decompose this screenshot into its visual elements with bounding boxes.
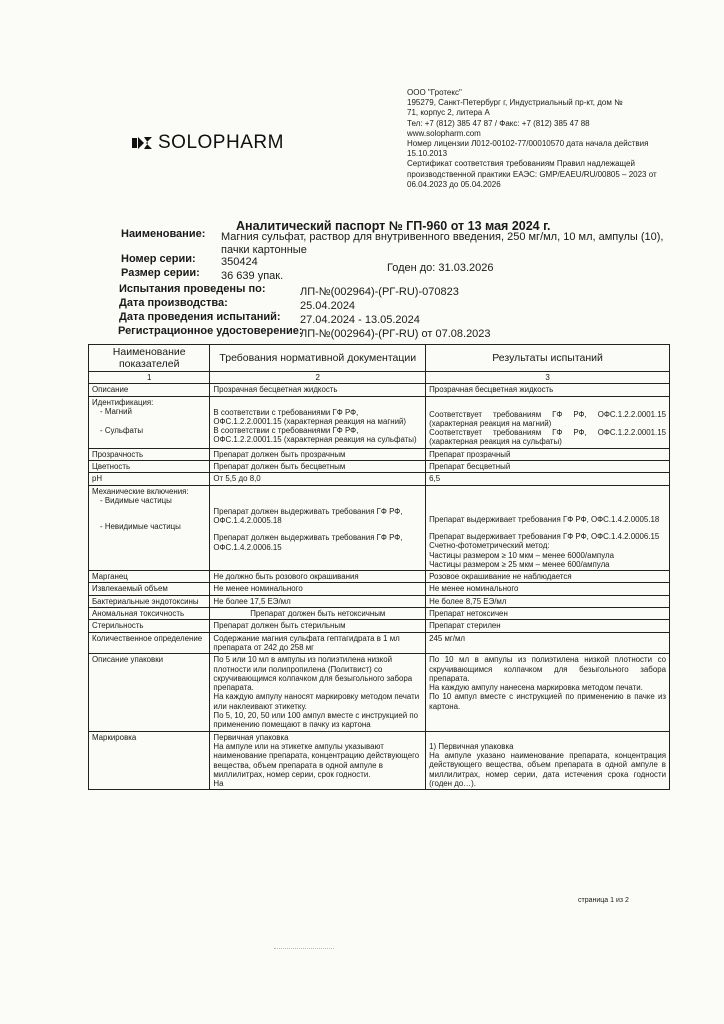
table-row [89,384,670,396]
production-date-value: 25.04.2024 [300,300,356,312]
row-result [426,485,670,570]
row-requirement: Препарат должен быть бесцветным [210,461,426,473]
row-requirement [210,396,426,448]
row-result [426,396,670,448]
table-row [89,620,670,632]
page-number: страница 1 из 2 [578,897,629,904]
table-row [89,473,670,485]
table-row [89,485,670,570]
col-header-results: Результаты испытаний [426,345,670,372]
result-line: Соответствует требованиям ГФ РФ, ОФС.1.2.2.0001.15 (характерная реакция на магний) [429,409,666,428]
test-date-value: 27.04.2024 - 13.05.2024 [300,314,420,326]
document-title: Аналитический паспорт № ГП-960 от 13 мая 2024 г. [236,219,551,233]
col-header-requirements: Требования нормативной документации [210,345,426,372]
registration-label: Регистрационное удостоверение: [118,325,303,337]
solopharm-logo [132,132,284,154]
row-name: Цветность [89,461,210,473]
row-requirement: Не должно быть розового окрашивания [210,571,426,583]
company-phone: Тел: +7 (812) 385 47 87 / Факс: +7 (812) 385 47 88 [407,118,590,128]
row-result: Препарат прозрачный [426,448,670,460]
test-date-label: Дата проведения испытаний: [119,311,281,323]
row-result: 6,5 [426,473,670,485]
row-name [89,485,210,570]
name-value-line2: пачки картонные [221,244,307,256]
row-result [426,731,670,790]
row-subname: - Сульфаты [100,426,143,436]
company-address-line2: 71, корпус 2, литера А [407,108,490,118]
test-results-table [88,344,670,790]
result-line: На ампуле указано наименование препарата, концентрация действующего вещества, объем препарата в одной ампуле в миллилитрах, номер серии, дата истечения срока годности (годен до…). [429,750,666,788]
requirement-line: В соответствии с требованиями ГФ РФ, ОФС.1.2.2.0001.15 (характерная реакция на магний) [213,407,407,426]
row-result: Не менее номинального [426,583,670,595]
table-number-row [89,372,670,384]
row-result [426,654,670,731]
tests-label: Испытания проведены по: [119,283,266,295]
row-requirement: Препарат должен быть стерильным [210,620,426,632]
col-num-2: 2 [210,372,426,384]
requirement-line: На [213,779,224,789]
row-requirement: От 5,5 до 8,0 [210,473,426,485]
row-name: Количественное определение [89,632,210,654]
table-row [89,654,670,731]
size-value: 36 639 упак. [221,270,284,282]
requirement-line: В соответствии с требованиями ГФ РФ, ОФС.1.2.2.0001.15 (характерная реакция на сульфаты) [213,426,417,445]
result-line: По 10 ампул вместе с инструкцией по применению в пачке из картона. [429,692,666,711]
row-result: Розовое окрашивание не наблюдается [426,571,670,583]
logo-text: SOLOPHARM [158,132,284,153]
row-name: Извлекаемый объем [89,583,210,595]
row-result: Прозрачная бесцветная жидкость [426,384,670,396]
row-subname: - Невидимые частицы [100,522,181,532]
row-requirement: Препарат должен быть нетоксичным [210,608,426,620]
row-requirement: Препарат должен быть прозрачным [210,448,426,460]
result-line: Препарат выдерживает требования ГФ РФ, ОФС.1.4.2.0005.18 [429,514,660,524]
result-line: Счетно-фотометрический метод: [429,541,550,551]
requirement-line: По 5 или 10 мл в ампулы из полиэтилена низкой плотности или полипропилена (Политвист) со скручивающимся колпачком для безыгольного забора препарата. [213,655,413,693]
company-certificate: Сертификат соответствия требованиям Правил надлежащей производственной практики ЕАЭС: GMP/EAEU/RU/00805 – 2023 от 06.04.2023 до 05.04.2026 [407,159,657,189]
requirement-line: На каждую ампулу наносят маркировку методом печати или наклеивают этикетку. [213,692,420,711]
series-label: Номер серии: [121,253,196,265]
row-requirement [210,654,426,731]
table-row [89,571,670,583]
series-value: 350424 [221,256,258,268]
company-name: ООО "Гротекс" [407,88,462,97]
company-license: Номер лицензии Л012-00102-77/00010570 дата начала действия 15.10.2013 [407,139,649,159]
table-row [89,608,670,620]
company-address-line1: 195279, Санкт-Петербург г, Индустриальный пр-кт, дом № [407,98,623,108]
company-info [407,88,667,190]
row-name-main: Механические включения: [92,486,189,496]
name-label: Наименование: [121,228,206,240]
table-row [89,632,670,654]
requirement-line: Препарат должен выдерживать требования ГФ РФ, ОФС.1.4.2.0006.15 [213,533,403,552]
result-line: Частицы размером ≥ 10 мкм – менее 6000/ампула [429,550,614,560]
row-name: Бактериальные эндотоксины [89,595,210,607]
row-name: Описание [89,384,210,396]
row-name-main: Идентификация: [92,397,154,407]
result-line: По 10 мл в ампулы из полиэтилена низкой плотности со скручивающимся колпачком для безыгольного забора препарата. [429,655,666,683]
tests-value: ЛП-№(002964)-(РГ-RU)-070823 [300,286,459,298]
requirement-line: Первичная упаковка [213,732,289,742]
requirement-line: На ампуле или на этикетке ампулы указывают наименование препарата, концентрацию действующего вещества, объем препарата в одной ампуле в миллилитрах, номер серии, срок годности. [213,741,420,779]
row-result: Препарат нетоксичен [426,608,670,620]
row-name: Маркировка [89,731,210,790]
row-name: Стерильность [89,620,210,632]
row-name: Аномальная токсичность [89,608,210,620]
registration-value: ЛП-№(002964)-(РГ-RU) от 07.08.2023 [300,328,491,340]
result-line: На каждую ампулу нанесена маркировка методом печати. [429,683,643,693]
requirement-line: Препарат должен выдерживать требования ГФ РФ, ОФС.1.4.2.0005.18 [213,506,403,525]
table-row [89,461,670,473]
col-num-3: 3 [426,372,670,384]
result-line: 1) Первичная упаковка [429,741,514,751]
row-requirement [210,731,426,790]
row-result: Не более 8,75 ЕЭ/мл [426,595,670,607]
table-row [89,448,670,460]
solopharm-logo-icon [132,135,152,151]
table-row [89,731,670,790]
row-requirement: Не менее номинального [210,583,426,595]
result-line: Препарат выдерживает требования ГФ РФ, ОФС.1.4.2.0006.15 [429,531,660,541]
table-row [89,595,670,607]
col-header-name: Наименование показателей [89,345,210,372]
row-result: 245 мг/мл [426,632,670,654]
size-label: Размер серии: [121,267,200,279]
expiry-date: Годен до: 31.03.2026 [387,262,494,274]
row-name: pH [89,473,210,485]
row-name: Марганец [89,571,210,583]
row-requirement: Содержание магния сульфата гептагидрата в 1 мл препарата от 242 до 258 мг [210,632,426,654]
row-name: Описание упаковки [89,654,210,731]
table-row [89,583,670,595]
col-num-1: 1 [89,372,210,384]
scan-artifact [274,948,334,950]
row-requirement [210,485,426,570]
row-name: Прозрачность [89,448,210,460]
row-subname: - Магний [100,406,132,416]
table-header-row [89,345,670,372]
row-name [89,396,210,448]
production-date-label: Дата производства: [119,297,228,309]
row-result: Препарат бесцветный [426,461,670,473]
row-requirement: Не более 17,5 ЕЭ/мл [210,595,426,607]
row-subname: - Видимые частицы [100,495,172,505]
company-website: www.solopharm.com [407,128,481,138]
result-line: Соответствует требованиям ГФ РФ, ОФС.1.2.2.0001.15 (характерная реакция на сульфаты) [429,428,666,447]
requirement-line: По 5, 10, 20, 50 или 100 ампул вместе с инструкцией по применению помещают в пачку из картона [213,711,419,730]
row-result: Препарат стерилен [426,620,670,632]
result-line: Частицы размером ≥ 25 мкм – менее 600/ампула [429,559,610,569]
table-row [89,396,670,448]
name-value-line1: Магния сульфат, раствор для внутривенного введения, 250 мг/мл, 10 мл, ампулы (10), [221,231,664,243]
row-requirement: Прозрачная бесцветная жидкость [210,384,426,396]
